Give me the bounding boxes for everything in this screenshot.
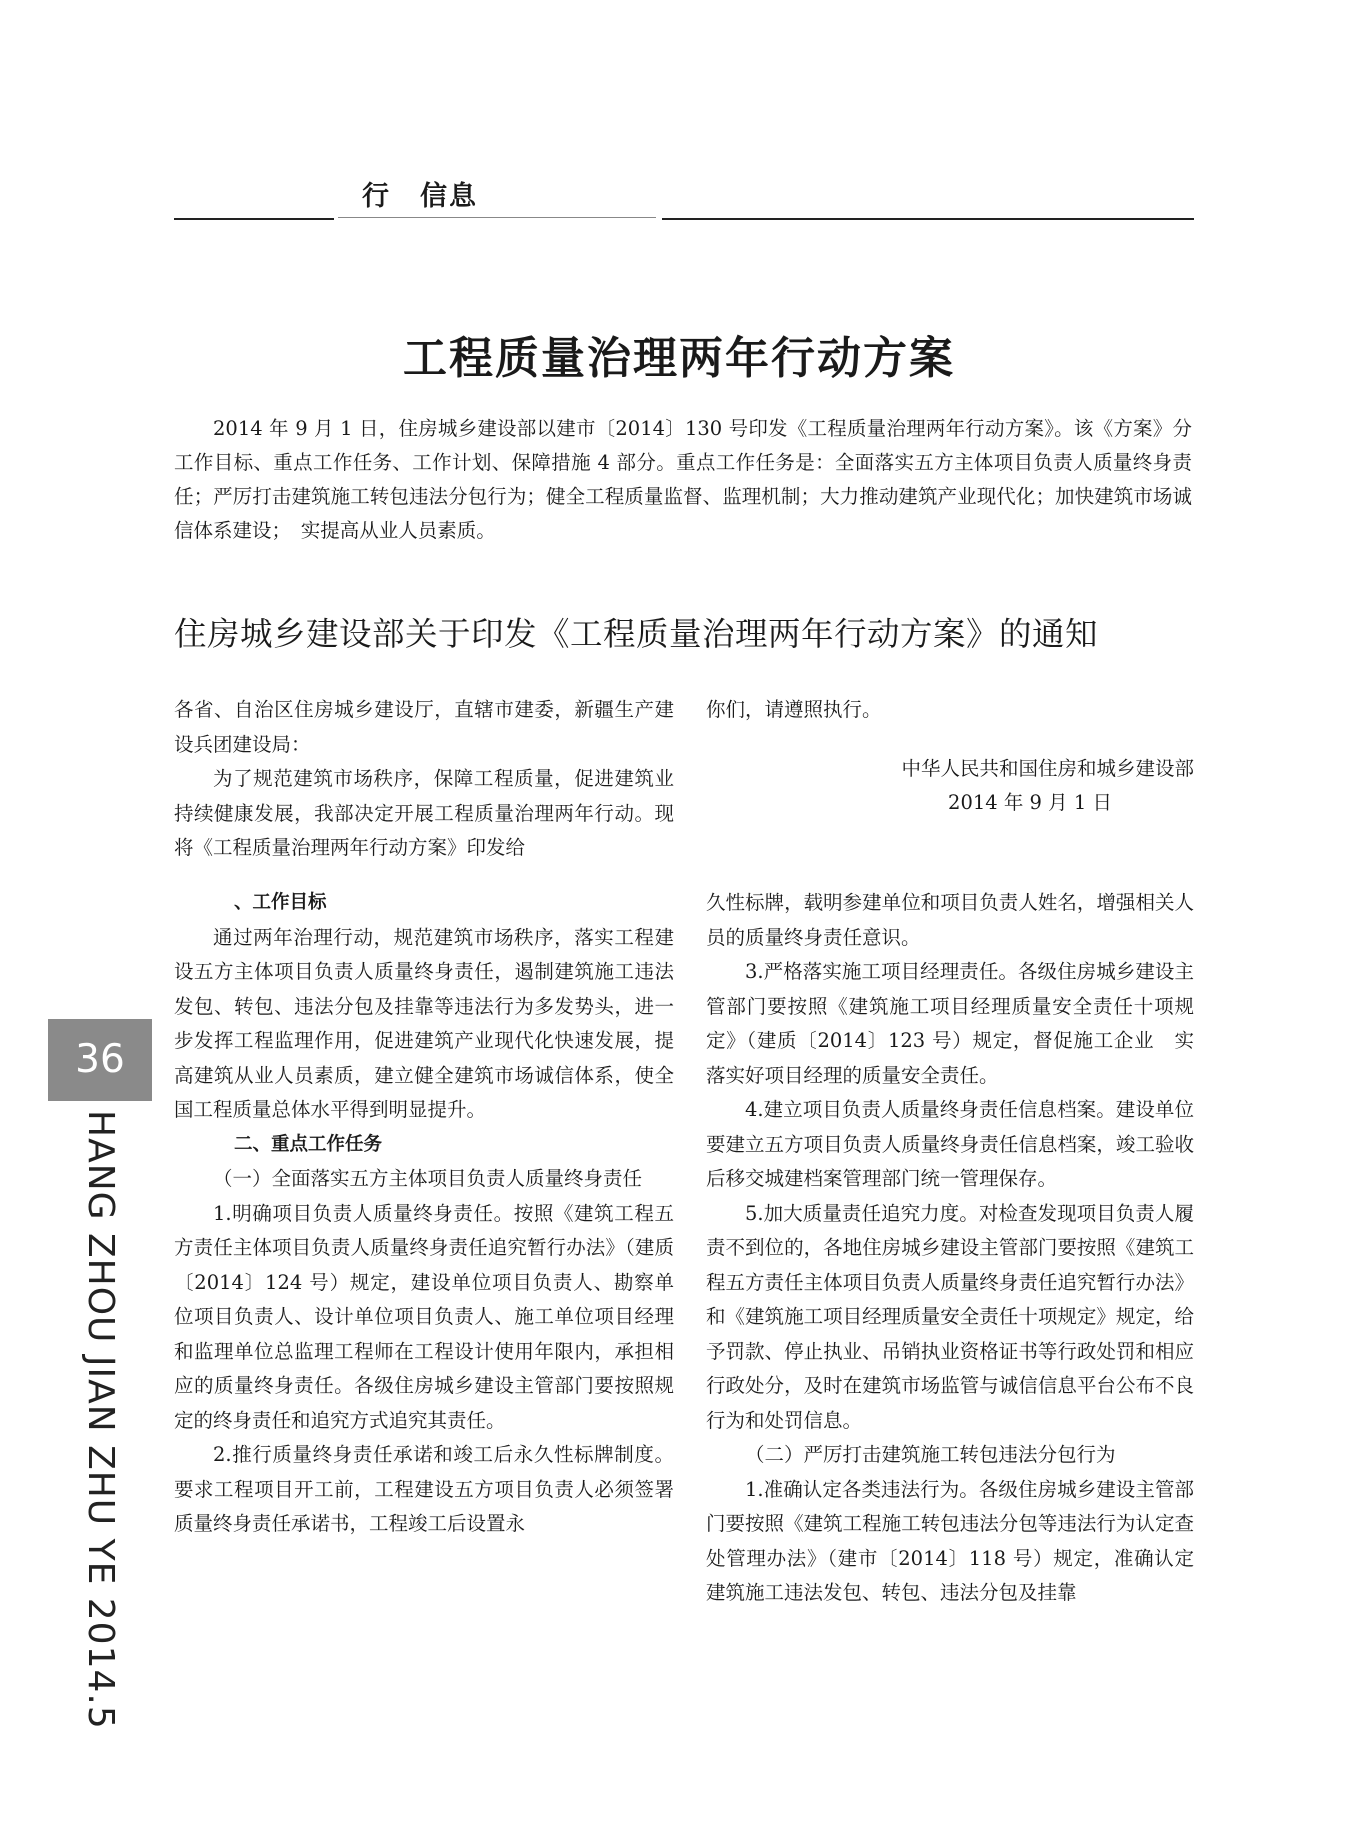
notice-right-column	[706, 693, 1194, 821]
article-abstract: 2014 年 9 月 1 日，住房城乡建设部以建市〔2014〕130 号印发《工程质量治理两年行动方案》。该《方案》分工作目标、重点工作任务、工作计划、保障措施 4 部分。重点工作任务是：全面落实五方主体项目负责人质量终身责任；严厉打击建筑施工转包违法分包行为；健全工程质量监督、监理机制；大力推动建筑产业现代化；加快建筑市场诚信体系建设； 实提高从业人员素质。	[174, 417, 1192, 542]
section-label: 行 信息	[338, 182, 656, 218]
paragraph: 1.明确项目负责人质量终身责任。按照《建筑工程五方责任主体项目负责人质量终身责任追究暂行办法》（建质〔2014〕124 号）规定，建设单位项目负责人、勘察单位项目负责人、设计单位项目负责人、施工单位项目经理和监理单位总监理工程师在工程设计使用年限内，承担相应的质量终身责任。各级住房城乡建设主管部门要按照规定的终身责任和追究方式追究其责任。	[174, 1201, 674, 1432]
header-rule-left	[174, 218, 334, 220]
notice-continuation: 你们，请遵照执行。	[706, 698, 882, 721]
notice-date: 2014 年 9 月 1 日	[948, 791, 1112, 814]
journal-side-text: HANG ZHOU JIAN ZHU YE 2014.5	[80, 1110, 121, 1730]
paragraph: 2.推行质量终身责任承诺和竣工后永久性标牌制度。要求工程项目开工前，工程建设五方项目负责人必须签署质量终身责任承诺书，工程竣工后设置永	[174, 1443, 674, 1535]
paragraph: 1.准确认定各类违法行为。各级住房城乡建设主管部门要按照《建筑工程施工转包违法分包等违法行为认定查处管理办法》（建市〔2014〕118 号）规定，准确认定建筑施工违法发包、转包、违法分包及挂靠	[706, 1477, 1194, 1604]
article-title: 工程质量治理两年行动方案	[403, 333, 955, 384]
section-heading-2: 二、重点工作任务	[234, 1133, 383, 1155]
paragraph: 通过两年治理行动，规范建筑市场秩序，落实工程建设五方主体项目负责人质量终身责任，遏制建筑施工违法发包、转包、违法分包及挂靠等违法行为多发势头，进一步发挥工程监理作用，促进建筑产业现代化快速发展，提高建筑从业人员素质，建立健全建筑市场诚信体系，使全国工程质量总体水平得到明显提升。	[174, 925, 674, 1121]
notice-left-column	[174, 693, 674, 866]
notice-title: 住房城乡建设部关于印发《工程质量治理两年行动方案》的通知	[174, 615, 1099, 653]
journal-side-label	[77, 1110, 123, 1730]
paragraph: 5.加大质量责任追究力度。对检查发现项目负责人履责不到位的，各地住房城乡建设主管部门要按照《建筑工程五方责任主体项目负责人质量终身责任追究暂行办法》和《建筑施工项目经理质量安全责任十项规定》规定，给予罚款、停止执业、吊销执业资格证书等行政处罚和相应行政处分，及时在建筑市场监管与诚信信息平台公布不良行为和处罚信息。	[706, 1201, 1194, 1432]
paragraph: 3.严格落实施工项目经理责任。各级住房城乡建设主管部门要按照《建筑施工项目经理质量安全责任十项规定》（建质〔2014〕123 号）规定，督促施工企业 实落实好项目经理的质量安全责任。	[706, 960, 1194, 1087]
section-header	[174, 178, 1194, 222]
body-left-column	[174, 886, 674, 1542]
subsection-heading-2: （二）严厉打击建筑施工转包违法分包行为	[745, 1443, 1116, 1466]
body-right-column	[706, 886, 1194, 1611]
section-heading-1: 、工作目标	[234, 892, 327, 913]
paragraph: 久性标牌，载明参建单位和项目负责人姓名，增强相关人员的质量终身责任意识。	[706, 891, 1194, 949]
notice-signature: 中华人民共和国住房和城乡建设部	[901, 756, 1194, 780]
subsection-heading-1: （一）全面落实五方主体项目负责人质量终身责任	[213, 1167, 643, 1190]
page-number-badge: 36	[48, 1019, 152, 1101]
notice-body: 为了规范建筑市场秩序，保障工程质量，促进建筑业持续健康发展，我部决定开展工程质量治理两年行动。现将《工程质量治理两年行动方案》印发给	[174, 767, 674, 859]
paragraph: 4.建立项目负责人质量终身责任信息档案。建设单位要建立五方项目负责人质量终身责任信息档案，竣工验收后移交城建档案管理部门统一管理保存。	[706, 1098, 1194, 1190]
notice-salutation: 各省、自治区住房城乡建设厅，直辖市建委，新疆生产建设兵团建设局：	[174, 698, 674, 756]
header-rule-right	[662, 218, 1194, 220]
